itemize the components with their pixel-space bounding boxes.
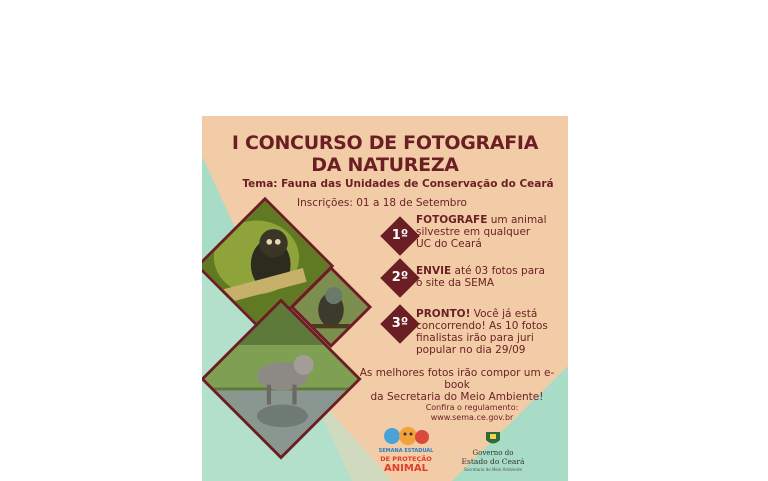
step3-text <box>416 308 548 356</box>
rules-link[interactable]: www.sema.ce.gov.br <box>430 413 514 422</box>
step3-badge: 3º <box>391 316 409 331</box>
step1-line3: UC do Ceará <box>416 238 482 250</box>
step1-badge: 1º <box>391 228 409 243</box>
step2-lead: ENVIE <box>416 265 452 277</box>
poster-title-line1: I CONCURSO DE FOTOGRAFIA <box>231 132 539 154</box>
rules-notice <box>392 403 552 423</box>
animal-mascots-icon <box>378 424 434 448</box>
step1-line1: um animal <box>490 214 547 226</box>
step1-line2: silvestre em qualquer <box>416 226 531 238</box>
closing-line1: As melhores fotos irão compor um e-book <box>359 367 555 391</box>
semana-line2: DE PROTEÇÃO <box>380 455 432 463</box>
step3-lead: PRONTO! <box>416 308 471 320</box>
registration-dates: Inscrições: 01 a 18 de Setembro <box>297 197 467 209</box>
step2-text <box>416 265 545 289</box>
step3-line1: Você já está <box>473 308 538 320</box>
step3-line2: concorrendo! As 10 fotos <box>416 320 548 332</box>
semana-protecao-animal-logo <box>378 424 434 476</box>
state-coat-of-arms-icon <box>450 430 536 448</box>
step3-line4: popular no dia 29/09 <box>416 344 526 356</box>
closing-message <box>352 367 562 403</box>
governo-line3: Secretaria do Meio Ambiente <box>463 467 523 472</box>
rules-label: Confira o regulamento: <box>425 403 519 412</box>
poster-theme: Tema: Fauna das Unidades de Conservação do Ceará <box>242 178 554 190</box>
closing-line2: da Secretaria do Meio Ambiente! <box>370 391 544 403</box>
governo-ceara-logo <box>450 430 536 476</box>
governo-line1: Governo do <box>472 449 514 457</box>
governo-line2: Estado do Ceará <box>461 457 525 466</box>
semana-line1: SEMANA ESTADUAL <box>378 448 434 454</box>
contest-poster <box>202 116 568 481</box>
poster-title-line2: DA NATUREZA <box>311 154 459 176</box>
step1-text <box>416 214 547 250</box>
semana-line3: ANIMAL <box>384 463 428 474</box>
step2-badge: 2º <box>391 270 409 285</box>
step2-line2: o site da SEMA <box>416 277 495 289</box>
step3-line3: finalistas irão para juri <box>416 332 534 344</box>
step2-line1: até 03 fotos para <box>454 265 545 277</box>
step1-lead: FOTOGRAFE <box>416 214 488 226</box>
